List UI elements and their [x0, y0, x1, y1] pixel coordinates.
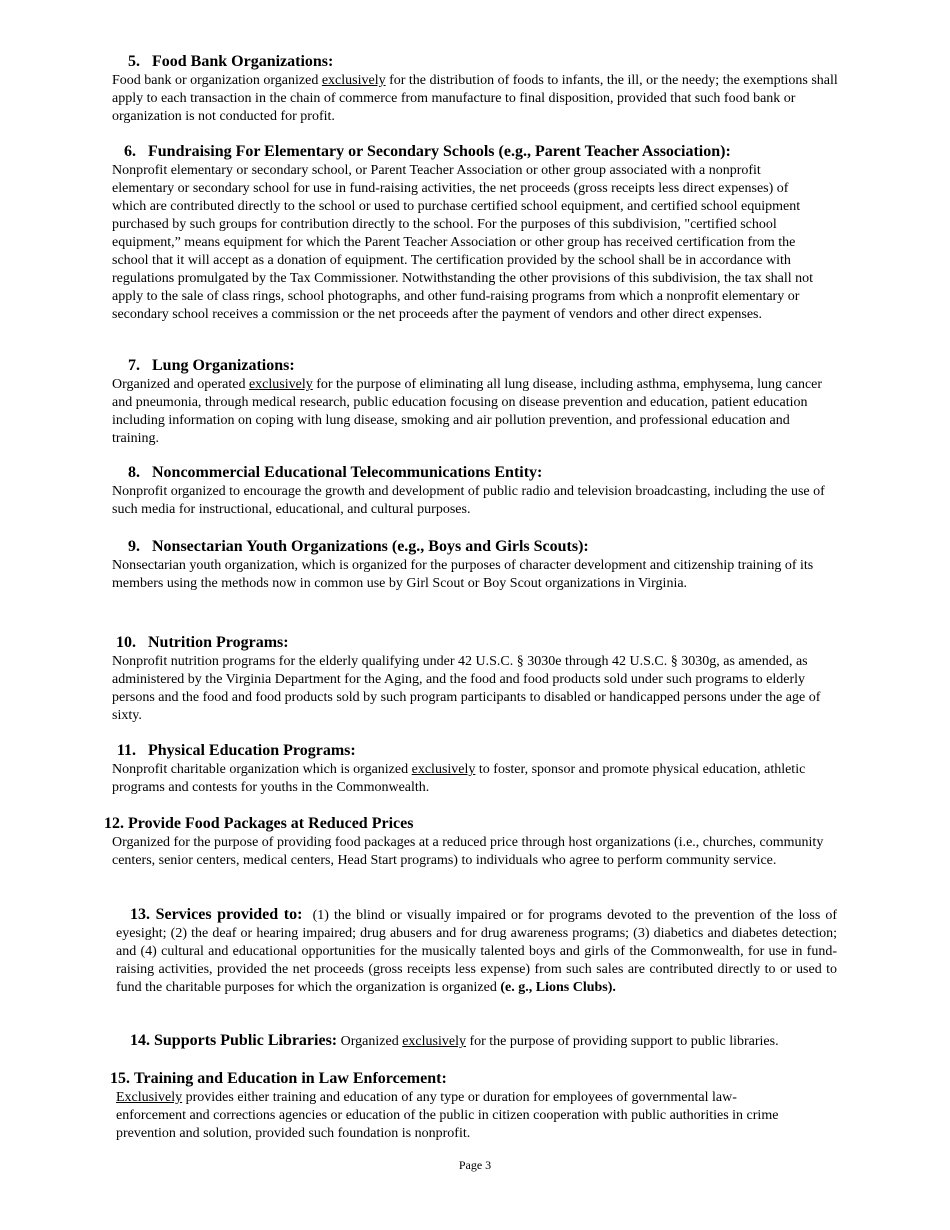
section-heading	[112, 463, 840, 483]
section-title: Physical Education Programs:	[148, 742, 356, 759]
section-number: 7.	[128, 357, 140, 374]
section-body: Nonprofit nutrition programs for the elderly qualifying under 42 U.S.C. § 3030e through 42 U.S.C. § 3030g, as amended, as administered by the Virginia Department for the Aging, and the food and food products sold under such programs to elderly persons and the food and food products sold by such program participants to disabled or handicapped persons under the age of sixty.	[112, 654, 821, 723]
section-fundraising-schools	[112, 142, 822, 324]
section-body: Nonprofit organized to encourage the growth and development of public radio and television broadcasting, including the use of such media for instructional, educational, and cultural purposes.	[112, 484, 825, 517]
section-number: 10.	[116, 634, 136, 651]
section-heading	[112, 741, 840, 761]
section-number: 9.	[128, 538, 140, 555]
section-title: Supports Public Libraries:	[154, 1032, 338, 1049]
section-title: Food Bank Organizations:	[152, 53, 334, 70]
section-public-libraries	[116, 1031, 846, 1051]
section-body: Nonsectarian youth organization, which is organized for the purposes of character development and citizenship training of its members using the methods now in common use by Girl Scout or Boy Scout organizations in Virginia.	[112, 558, 814, 591]
section-number: 13.	[130, 906, 150, 923]
section-physical-education	[112, 741, 840, 797]
underlined-term: Exclusively	[116, 1090, 183, 1105]
section-number: 6.	[124, 143, 136, 160]
section-food-bank	[112, 52, 840, 126]
section-heading	[112, 52, 840, 72]
section-heading	[112, 537, 840, 557]
section-heading	[112, 356, 840, 376]
section-title: Lung Organizations:	[152, 357, 295, 374]
section-body: Organized and operated exclusively for the purpose of eliminating all lung disease, including asthma, emphysema, lung cancer and pneumonia, through medical research, public education focusing on disease prevention and education, patient education including information on coping with lung disease, smoking and air pollution prevention, and professional education and training.	[112, 377, 823, 446]
section-number: 8.	[128, 464, 140, 481]
section-title: Provide Food Packages at Reduced Prices	[128, 815, 414, 832]
section-title: Services provided to:	[155, 906, 303, 923]
underlined-term: exclusively	[411, 762, 476, 777]
section-heading	[106, 1069, 806, 1089]
underlined-term: exclusively	[321, 73, 386, 88]
section-title: Noncommercial Educational Telecommunications Entity:	[152, 464, 543, 481]
section-heading	[100, 814, 840, 834]
section-number: 15.	[110, 1070, 130, 1087]
page-number: Page 3	[458, 1158, 492, 1172]
underlined-term: exclusively	[402, 1034, 466, 1049]
section-heading	[112, 142, 822, 162]
section-youth-organizations	[112, 537, 840, 593]
section-body: Organized for the purpose of providing food packages at a reduced price through host organizations (i.e., churches, community centers, senior centers, medical centers, Head Start programs) to individuals who agree to perform community service.	[112, 835, 824, 868]
section-number: 5.	[128, 53, 140, 70]
section-heading	[130, 906, 302, 923]
section-telecommunications	[112, 463, 840, 519]
section-number: 11.	[116, 742, 136, 759]
section-body: Exclusively provides either training and education of any type or duration for employees of governmental law-enforcement and corrections agencies or education of the public in citizen cooperation with public authorities in crime prevention and solution, provided such foundation is nonprofit.	[116, 1090, 779, 1141]
section-title: Nonsectarian Youth Organizations (e.g., Boys and Girls Scouts):	[152, 538, 589, 555]
section-food-packages	[104, 814, 840, 870]
section-number: 14.	[130, 1032, 150, 1049]
section-title: Nutrition Programs:	[148, 634, 289, 651]
section-body: 13. Services provided to: (1) the blind or visually impaired or for programs devoted to the prevention of the loss of eyesight; (2) the deaf or hearing impaired; drug abusers and for drug awareness programs; (3) diabetics and diabetes detection; and (4) cultural and educational opportunities for the musically talented boys and girls of the Commonwealth, for use in fund-raising activities, provided the net proceeds (gross receipts less expense) from such sales are contributed directly to or used to fund the charitable purposes for which the organization is organized (e. g., Lions Clubs).	[116, 906, 838, 995]
section-body: 14. Supports Public Libraries: Organized exclusively for the purpose of providing support to public libraries.	[130, 1032, 779, 1049]
section-heading	[112, 633, 840, 653]
section-lung-organizations	[112, 356, 840, 448]
section-title: Training and Education in Law Enforcement:	[134, 1070, 447, 1087]
section-body: Food bank or organization organized exclusively for the distribution of foods to infants, the ill, or the needy; the exemptions shall apply to each transaction in the chain of commerce from manufacture to final disposition, provided that such food bank or organization is not conducted for profit.	[112, 73, 838, 124]
section-services-provided	[116, 905, 837, 997]
section-heading	[130, 1032, 337, 1049]
section-title: Fundraising For Elementary or Secondary Schools (e.g., Parent Teacher Association):	[148, 143, 731, 160]
section-body: Nonprofit elementary or secondary school, or Parent Teacher Association or other group associated with a nonprofit elementary or secondary school for use in fund-raising activities, the net proceeds (gross receipts less direct expenses) of which are contributed directly to the school or used to purchase certified school equipment, and certified school equipment purchased by such groups for contribution directly to the school. For the purposes of this subdivision, "certified school equipment,” means equipment for which the Parent Teacher Association or other group has received certification from the school that it will accept as a donation of equipment. The certification provided by the school shall be in accordance with regulations promulgated by the Tax Commissioner. Notwithstanding the other provisions of this subdivision, the tax shall not apply to the sale of class rings, school photographs, and other fund-raising programs from which a nonprofit elementary or secondary school receives a commission or the net proceeds after the payment of vendors and other direct expenses.	[112, 163, 814, 322]
section-body: Nonprofit charitable organization which is organized exclusively to foster, sponsor and promote physical education, athletic programs and contests for youths in the Commonwealth.	[112, 762, 806, 795]
section-law-enforcement	[110, 1069, 806, 1143]
example-note: (e. g., Lions Clubs).	[500, 980, 616, 995]
section-nutrition-programs	[112, 633, 840, 725]
section-number: 12.	[104, 815, 124, 832]
underlined-term: exclusively	[248, 377, 313, 392]
